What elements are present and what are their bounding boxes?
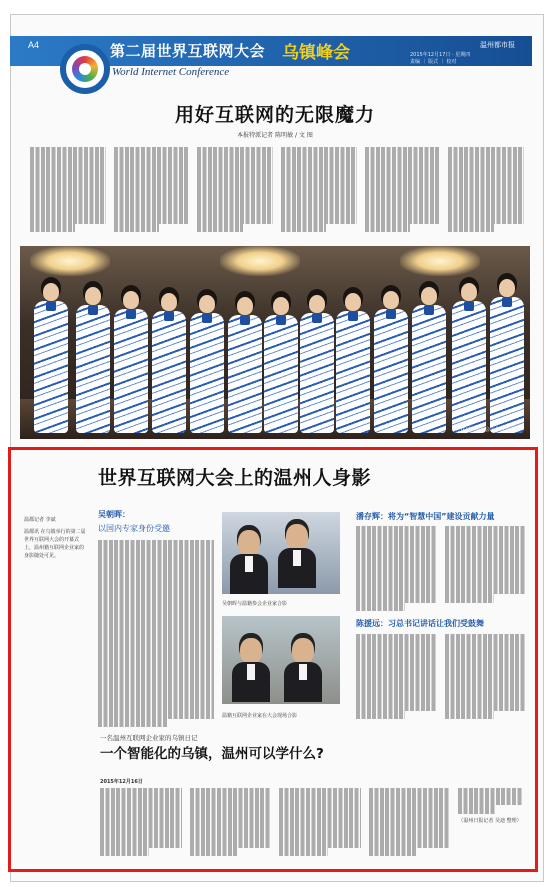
text-column [100, 788, 182, 860]
article-body [30, 147, 524, 235]
text-column [279, 788, 361, 860]
pan-body [356, 526, 526, 614]
photo-caption: 世界互联网大会工作人员合影 [454, 427, 520, 433]
sub-article-body [100, 788, 450, 860]
section-name-chen: 陈援远：习总书记讲话让我们受鼓舞 [356, 619, 484, 628]
text-column [197, 147, 273, 235]
chen-body [356, 634, 526, 726]
text-column [114, 147, 190, 235]
paper-name: 温州都市报 [480, 41, 515, 49]
portrait-photo-2 [222, 616, 340, 704]
sub-article-title: 一个智能化的乌镇，温州可以学什么? [100, 746, 324, 762]
section-name-pan: 潘存辉：将为“智慧中国”建设贡献力量 [356, 512, 495, 521]
conference-title-en: World Internet Conference [112, 66, 230, 78]
article-byline: 本报特派记者 陈明敏 / 文 图 [237, 132, 313, 139]
side-blurb: 温都讯 在乌镇举行的第二届世界互联网大会的开幕式上，温州籍互联网企业家的身影随处可见。 [24, 529, 86, 559]
text-column [365, 147, 441, 235]
sub-article-body-right [458, 788, 522, 816]
end-note: （温州日报记者 吴迪 整理） [458, 818, 522, 824]
photo-caption-2: 温籍互联网企业家在大会现场合影 [222, 713, 298, 719]
group-photo [20, 246, 530, 439]
text-column [445, 526, 526, 614]
text-column [30, 147, 106, 235]
text-column [356, 634, 437, 726]
side-author: 温都记者 李斌 [24, 517, 56, 523]
portrait-photo-1 [222, 512, 340, 594]
text-column [369, 788, 451, 860]
text-column [281, 147, 357, 235]
header-meta: 2015年12月17日 · 星期四 [410, 52, 471, 58]
section-subtitle-wu: 以国内专家身份受邀 [98, 524, 170, 533]
text-column [98, 540, 214, 730]
wu-body [98, 540, 214, 730]
photo-caption-1: 吴朝晖与温籍参会企业家合影 [222, 601, 288, 607]
text-column [356, 526, 437, 614]
header-meta-2: 责编 ｜ 版式 ｜ 校对 [410, 59, 457, 65]
text-column [445, 634, 526, 726]
feature-title: 世界互联网大会上的温州人身影 [98, 467, 372, 489]
dateline: 2015年12月16日 [100, 779, 143, 785]
section-name-wu: 吴朝晖： [98, 510, 130, 519]
text-column [190, 788, 272, 860]
text-column [458, 788, 522, 816]
text-column [448, 147, 524, 235]
sub-article-kicker: 一名温州互联网企业家的乌镇日记 [100, 734, 198, 742]
summit-title: 乌镇峰会 [282, 43, 350, 63]
article-title: 用好互联网的无限魔力 [174, 104, 375, 126]
conference-title-cn: 第二届世界互联网大会 [110, 42, 266, 60]
page-number: A4 [28, 40, 40, 50]
